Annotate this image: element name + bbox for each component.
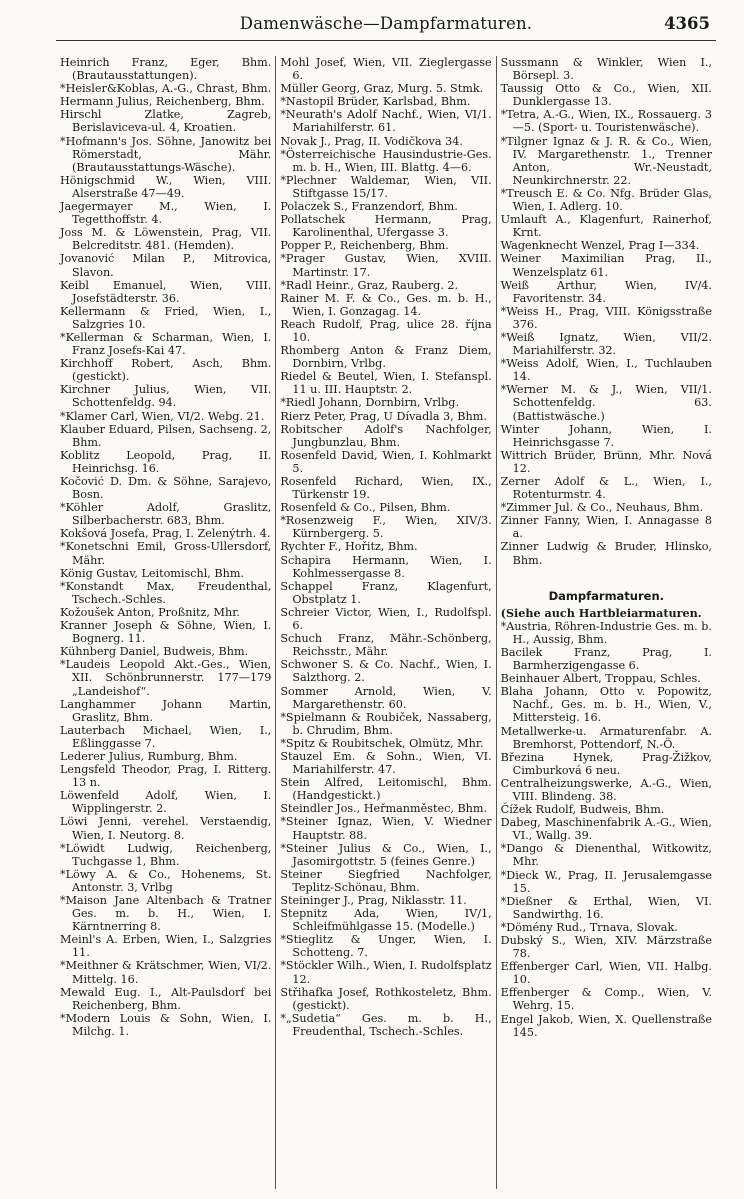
directory-entry: Reach Rudolf, Prag, ulice 28. října 10. [280,317,492,344]
directory-entry: Schwoner S. & Co. Nachf., Wien, I. Salzthorg. 2. [280,658,492,685]
directory-entry: *Kellerman & Scharman, Wien, I. Franz Josefs-Kai 47. [60,330,272,358]
directory-entry: *Rosenzweig F., Wien, XIV/3. Kürnbergerg. 5. [280,514,492,541]
directory-entry: Klauber Eduard, Pilsen, Sachseng. 2, Bhm. [60,422,272,449]
directory-entry: *Neurath's Adolf Nachf., Wien, VI/1. Mariahilferstr. 61. [280,108,492,135]
directory-entry: Wittrich Brüder, Brünn, Mhr. Nová 12. [500,448,712,475]
directory-entry: Joss M. & Löwenstein, Prag, VII. Belcreditstr. 481. (Hemden). [60,226,272,253]
directory-entry: Weiß Arthur, Wien, IV/4. Favoritenstr. 34. [500,278,712,305]
directory-entry: Zinner Fanny, Wien, I. Annagasse 8 a. [500,514,712,541]
directory-entry: *Löwy A. & Co., Hohenems, St. Antonstr. 3, Vrlbg [60,867,272,894]
directory-entry: *Laudeis Leopold Akt.-Ges., Wien, XII. Schönbrunnerstr. 177—179 „Landeishof“. [60,658,272,698]
directory-entry: *Dießner & Erthal, Wien, VI. Sandwirthg. 16. [500,894,712,921]
directory-entry: *Dieck W., Prag, II. Jerusalemgasse 15. [500,868,712,895]
directory-entry: Kühnberg Daniel, Budweis, Bhm. [60,645,249,659]
directory-entry: *Radl Heinr., Graz, Rauberg. 2. [280,278,459,292]
directory-entry: Riedel & Beutel, Wien, I. Stefanspl. 11 u. III. Hauptstr. 2. [280,370,492,397]
directory-entry: Polaczek S., Franzendorf, Bhm. [280,200,458,214]
directory-entry: Blaha Johann, Otto v. Popowitz, Nachf., Ges. m. b. H., Wien, V., Mittersteig. 16. [500,685,712,725]
directory-entry: Hermann Julius, Reichenberg, Bhm. [60,95,265,109]
directory-entry: Keibl Emanuel, Wien, VIII. Josefstädterstr. 36. [60,278,272,305]
directory-entry: Kožoušek Anton, Proßnitz, Mhr. [60,605,240,619]
directory-entry: Centralheizungswerke, A.-G., Wien, VIII. Blindeng. 38. [500,776,712,803]
directory-entry: Rosenfeld David, Wien, I. Kohlmarkt 5. [280,448,492,475]
running-title: Damenwäsche—Dampfarmaturen. [239,14,533,33]
directory-entry: *Hofmann's Jos. Söhne, Janowitz bei Römerstadt, Mähr. (Brautausstattungs-Wäsche). [60,134,272,174]
directory-entry: Kirchner Julius, Wien, VII. Schottenfeldg. 94. [60,383,272,410]
directory-entry: *Weiss Adolf, Wien, I., Tuchlauben 14. [500,357,712,384]
directory-entry: *Zimmer Jul. & Co., Neuhaus, Bhm. [500,501,704,515]
directory-entry: Steiner Siegfried Nachfolger, Teplitz-Schönau, Bhm. [280,867,492,894]
directory-entry: Hönigschmid W., Wien, VIII. Alserstraße 47—49. [60,173,272,200]
directory-entry: Kirchhoff Robert, Asch, Bhm. (gestickt). [60,357,272,384]
directory-entry: Bacilek Franz, Prag, I. Barmherzigengasse 6. [500,645,712,673]
directory-entry: Sussmann & Winkler, Wien I., Börsepl. 3. [500,56,712,83]
directory-entry: *Heisler&Koblas, A.-G., Chrast, Bhm. [60,82,272,96]
section-title: Dampfarmaturen. [548,588,665,603]
directory-entry: *Werner M. & J., Wien, VII/1. Schottenfeldg. 63. (Battistwäsche.) [500,383,712,423]
directory-entry: Sommer Arnold, Wien, V. Margarethenstr. 60. [280,684,492,711]
directory-entry: Weiner Maximilian Prag, II., Wenzelsplatz 61. [500,252,712,279]
directory-entry: Lauterbach Michael, Wien, I., Eßlinggasse 7. [60,723,272,750]
directory-entry: *Tetra, A.-G., Wien, IX., Rossauerg. 3—5. (Sport- u. Touristenwäsche). [500,108,712,135]
page-header [56,14,716,41]
directory-entry: *Spielmann & Roubiček, Nassaberg, b. Chrudim, Bhm. [280,710,492,737]
directory-entry: *Plechner Waldemar, Wien, VII. Stiftgasse 15/17. [280,173,492,200]
directory-entry: Rosenfeld & Co., Pilsen, Bhm. [280,501,451,515]
directory-entry: Kellermann & Fried, Wien, I., Salzgries 10. [60,304,272,331]
directory-entry: Winter Johann, Wien, I. Heinrichsgasse 7. [500,422,712,449]
directory-entry: *Löwidt Ludwig, Reichenberg, Tuchgasse 1, Bhm. [60,841,272,868]
directory-entry: Schreier Victor, Wien, I., Rudolfspl. 6. [280,605,492,633]
directory-entry: Robitscher Adolf's Nachfolger, Jungbunzlau, Bhm. [280,422,492,449]
column-middle [275,56,495,1189]
directory-entry: Kranner Joseph & Söhne, Wien, I. Bognerg. 11. [60,619,272,646]
directory-entry: *Treusch E. & Co. Nfg. Brüder Glas, Wien, I. Adlerg. 10. [500,186,712,214]
directory-entry: *Weiss H., Prag, VIII. Königsstraße 376. [500,304,712,331]
directory-entry: Kokšová Josefa, Prag, I. Zelenýtrh. 4. [60,527,271,541]
directory-entry: *Tilgner Ignaz & J. R. & Co., Wien, IV. Margarethenstr. 1., Trenner Anton, Wr.-Neustadt, Neunkirchnerstr. 22. [500,134,712,187]
directory-entry: König Gustav, Leitomischl, Bhm. [60,566,244,580]
directory-entry: *Steiner Julius & Co., Wien, I., Jasomirgottstr. 5 (feines Genre.) [280,841,492,868]
directory-entry: Zerner Adolf & L., Wien, I., Rotenturmstr. 4. [500,475,712,502]
directory-entry: Stauzel Em. & Sohn., Wien, VI. Mariahilferstr. 47. [280,749,492,777]
directory-entry: *Riedl Johann, Dornbirn, Vrlbg. [280,396,460,410]
directory-entry: Effenberger Carl, Wien, VII. Halbg. 10. [500,960,712,987]
directory-entry: *Austria, Röhren-Industrie Ges. m. b. H., Aussig, Bhm. [500,619,712,646]
directory-entry: Dabeg, Maschinenfabrik A.-G., Wien, VI., Wallg. 39. [500,816,712,843]
directory-entry: *Stöckler Wilh., Wien, I. Rudolfsplatz 12. [280,959,492,986]
column-right [496,56,716,1189]
directory-entry: Hirschl Zlatke, Zagreb, Berislaviceva-ul. 4, Kroatien. [60,108,272,135]
directory-entry: Rhomberg Anton & Franz Diem, Dornbirn, Vrlbg. [280,344,492,371]
directory-entry: Jovanović Milan P., Mitrovica, Slavon. [60,252,272,279]
directory-entry: *Prager Gustav, Wien, XVIII. Martinstr. 17. [280,252,492,279]
directory-entry: *Klamer Carl, Wien, VI/2. Webg. 21. [60,409,265,423]
directory-entry: Zinner Ludwig & Bruder, Hlinsko, Bhm. [500,540,712,567]
directory-entry: *Nastopil Brüder, Karlsbad, Bhm. [280,95,471,109]
page-number: 4365 [664,14,710,33]
directory-entry: *Steiner Ignaz, Wien, V. Wiedner Hauptstr. 88. [280,815,492,842]
directory-entry: *Köhler Adolf, Graslitz, Silberbacherstr. 683, Bhm. [60,501,272,528]
directory-entry: Čížek Rudolf, Budweis, Bhm. [500,803,665,817]
directory-entry: Engel Jakob, Wien, X. Quellenstraße 145. [500,1012,712,1039]
directory-entry: Heinrich Franz, Eger, Bhm. (Brautausstattungen). [60,56,272,83]
directory-entry: Umlauft A., Klagenfurt, Rainerhof, Krnt. [500,213,712,240]
directory-entry: Pollatschek Hermann, Prag, Karolinenthal, Ufergasse 3. [280,213,492,240]
directory-entry: *Meithner & Krätschmer, Wien, VI/2. Mittelg. 16. [60,959,272,986]
directory-entry: Schappel Franz, Klagenfurt, Obstplatz 1. [280,579,492,606]
directory-entry: Jaegermayer M., Wien, I. Tegetthoffstr. 4. [60,200,272,227]
directory-entry: Schuch Franz, Mähr.-Schönberg, Reichsstr., Mähr. [280,632,492,659]
directory-entry: Lengsfeld Theodor, Prag, I. Ritterg. 13 n. [60,763,272,790]
directory-entry: Löwenfeld Adolf, Wien, I. Wipplingerstr. 2. [60,789,272,816]
directory-entry: *Weiß Ignatz, Wien, VII/2. Mariahilferstr. 32. [500,330,712,358]
directory-entry: Meinl's A. Erben, Wien, I., Salzgries 11. [60,933,272,960]
directory-entry: *Maison Jane Altenbach & Tratner Ges. m. b. H., Wien, I. Kärntnerring 8. [60,894,272,934]
directory-entry: *Konetschni Emil, Gross-Ullersdorf, Mähr. [60,540,272,567]
directory-entry: Popper P., Reichenberg, Bhm. [280,239,449,253]
directory-entry: Stepnitz Ada, Wien, IV/1, Schleifmühlgasse 15. (Modelle.) [280,907,492,934]
directory-entry: Mewald Eug. I., Alt-Paulsdorf bei Reichenberg, Bhm. [60,985,272,1012]
directory-entry: Langhammer Johann Martin, Graslitz, Bhm. [60,697,272,724]
directory-entry: Wagenknecht Wenzel, Prag I—334. [500,239,700,253]
damenwaesche-entries [501,56,712,567]
columns [56,56,716,1189]
directory-entry: Lederer Julius, Rumburg, Bhm. [60,749,238,763]
directory-entry: Löwi Jenni, verehel. Verstaendig, Wien, I. Neutorg. 8. [60,815,272,842]
directory-entry: Rychter F., Hořitz, Bhm. [280,540,418,554]
directory-entry: Rierz Peter, Prag, U Dívadla 3, Bhm. [280,409,487,423]
directory-entry: Koblitz Leopold, Prag, II. Heinrichsg. 16. [60,448,272,475]
directory-entry: *Stieglitz & Unger, Wien, I. Schotteng. 7. [280,933,492,960]
directory-entry: Novak J., Prag, II. Vodičkova 34. [280,134,463,148]
directory-entry: Taussig Otto & Co., Wien, XII. Dunklergasse 13. [500,82,712,109]
directory-entry: Rosenfeld Richard, Wien, IX., Türkenstr 19. [280,475,492,502]
directory-entry: Mohl Josef, Wien, VII. Zieglergasse 6. [280,56,492,83]
directory-entry: Steininger J., Prag, Niklasstr. 11. [280,894,467,907]
directory-entry: Březina Hynek, Prag-Žižkov, Cimburková 6 neu. [500,750,712,777]
directory-entry: *Spitz & Roubitschek, Olmütz, Mhr. [280,736,484,750]
directory-entry: Dubský S., Wien, XIV. Märzstraße 78. [500,934,712,961]
directory-entry: *Modern Louis & Sohn, Wien, I. Milchg. 1. [60,1011,272,1038]
directory-entry: Beinhauer Albert, Troppau, Schles. [500,672,701,686]
directory-entry: Stein Alfred, Leitomischl, Bhm. (Handgestickt.) [280,776,492,803]
directory-entry: Schapira Hermann, Wien, I. Kohlmessergasse 8. [280,553,492,580]
directory-entry: Steindler Jos., Heřmanměstec, Bhm. [280,802,488,816]
directory-entry: Rainer M. F. & Co., Ges. m. b. H., Wien, I. Gonzagag. 14. [280,291,492,318]
directory-entry: Kočović D. Dm. & Söhne, Sarajevo, Bosn. [60,475,272,502]
directory-entry: Metallwerke-u. Armaturenfabr. A. Bremhorst, Pottendorf, N.-Ö. [500,724,712,751]
section-note: (Siehe auch Hartbleiarmaturen. [500,605,702,620]
directory-entry: Effenberger & Comp., Wien, V. Wehrg. 15. [500,986,712,1013]
directory-entry: Müller Georg, Graz, Murg. 5. Stmk. [280,82,484,96]
directory-entry: *Österreichische Hausindustrie-Ges. m. b. H., Wien, III. Blattg. 4—6. [280,147,492,174]
directory-entry: Střihafka Josef, Rothkosteletz, Bhm. (gestickt). [280,985,492,1012]
directory-entry: *„Sudetia“ Ges. m. b. H., Freudenthal, Tschech.-Schles. [280,1011,492,1038]
directory-entry: *Konstandt Max, Freudenthal, Tschech.-Schles. [60,579,272,606]
dampfarmaturen-entries [501,620,712,1039]
directory-entry: *Dömény Rud., Trnava, Slovak. [500,920,678,934]
column-left [56,56,275,1189]
directory-entry: *Dango & Dienenthal, Witkowitz, Mhr. [500,842,712,869]
